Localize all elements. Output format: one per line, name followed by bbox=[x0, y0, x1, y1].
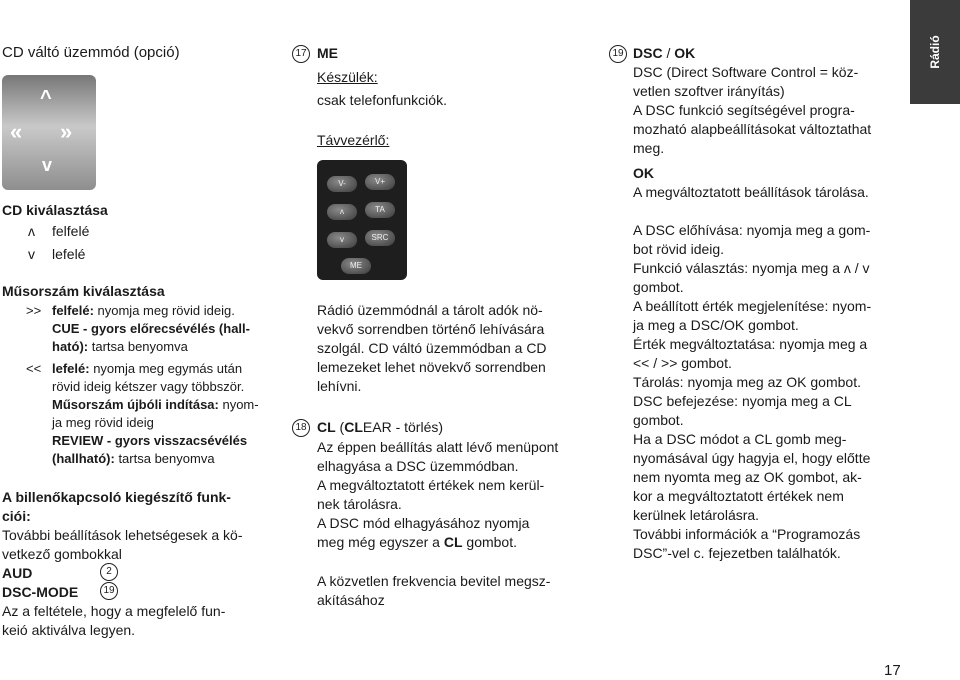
dsc-title: DSC / OK bbox=[633, 45, 696, 61]
cl-title: CL (CLEAR - törlés) bbox=[317, 419, 444, 435]
up-symbol: ʌ bbox=[28, 223, 35, 239]
dsc-step-8: << / >> gombot. bbox=[633, 355, 732, 371]
restart-text-2: ja meg rövid ideig bbox=[52, 415, 154, 430]
remote-me-key: ME bbox=[341, 258, 371, 274]
final-text-2: keió aktiválva legyen. bbox=[2, 622, 136, 638]
remote-label: Távvezérlő: bbox=[317, 132, 390, 148]
up-label: felfelé bbox=[52, 223, 90, 239]
dsc-step-13: nyomásával úgy hagyja el, hogy előtte bbox=[633, 450, 871, 466]
cl-text-4: nek tárolásra. bbox=[317, 496, 402, 512]
radio-text-2: vekvő sorrendben történő lehívására bbox=[317, 321, 545, 337]
control-pad-image bbox=[2, 75, 96, 190]
dsc-step-2: bot rövid ideig. bbox=[633, 241, 725, 257]
ff-symbol: >> bbox=[26, 303, 42, 318]
review-text-2: (hallható): tartsa benyomva bbox=[52, 451, 215, 466]
dsc-step-10: DSC befejezése: nyomja meg a CL bbox=[633, 393, 852, 409]
ok-text: A megváltoztatott beállítások tárolása. bbox=[633, 184, 869, 200]
aud-label: AUD bbox=[2, 565, 33, 581]
down-label: lefelé bbox=[52, 246, 86, 262]
dsc-line-1: vetlen szoftver irányítás) bbox=[633, 83, 785, 99]
remote-down-key: v bbox=[327, 232, 357, 248]
cl-text-6: meg még egyszer a CL gombot. bbox=[317, 534, 517, 550]
freq-text-2: akításához bbox=[317, 592, 385, 608]
pad-next-icon: » bbox=[60, 119, 73, 144]
cue-text: CUE - gyors előrecsévélés (hall- bbox=[52, 321, 250, 336]
dsc-step-1: A DSC előhívása: nyomja meg a gom- bbox=[633, 222, 871, 238]
final-text: Az a feltétele, hogy a megfelelő fun- bbox=[2, 603, 226, 619]
remote-vminus-key: V- bbox=[327, 176, 357, 192]
remote-src-key: SRC bbox=[365, 230, 395, 246]
rw-text: lefelé: nyomja meg egymás után bbox=[52, 361, 243, 376]
page-number: 17 bbox=[884, 662, 901, 679]
cd-select-title: CD kiválasztása bbox=[2, 202, 108, 218]
me-title: ME bbox=[317, 45, 338, 61]
cl-text-3: A megváltoztatott értékek nem kerül- bbox=[317, 477, 545, 493]
remote-ta-key: TA bbox=[365, 202, 395, 218]
dsc-line-4: meg. bbox=[633, 140, 665, 156]
restart-text: Műsorszám újbóli indítása: nyom- bbox=[52, 397, 259, 412]
section-tab-label: Rádió bbox=[928, 35, 942, 69]
cl-text-5: A DSC mód elhagyásához nyomja bbox=[317, 515, 530, 531]
dscmode-ref-badge: 19 bbox=[100, 582, 122, 600]
dsc-step-17: További információk a “Programozás bbox=[633, 526, 861, 542]
cl-text-2: elhagyása a DSC üzemmódban. bbox=[317, 458, 519, 474]
dsc-step-16: kerülnek letárolásra. bbox=[633, 507, 760, 523]
dsc-step-9: Tárolás: nyomja meg az OK gombot. bbox=[633, 374, 861, 390]
device-label: Készülék: bbox=[317, 69, 378, 85]
ok-title: OK bbox=[633, 165, 654, 181]
section-tab-radio bbox=[910, 0, 960, 104]
switch-text-2: vetkező gombokkal bbox=[2, 546, 122, 562]
switch-title-2: ciói: bbox=[2, 508, 31, 524]
radio-text-4: lemezeket lehet növekvő sorrendben bbox=[317, 359, 546, 375]
dsc-step-11: gombot. bbox=[633, 412, 684, 428]
dsc-step-5: A beállított érték megjelenítése: nyom- bbox=[633, 298, 872, 314]
dsc-step-18: DSC”-vel c. fejezetben találhatók. bbox=[633, 545, 841, 561]
cue-text-2: ható): tartsa benyomva bbox=[52, 339, 188, 354]
dsc-ref-badge: 19 bbox=[609, 45, 631, 63]
freq-text-1: A közvetlen frekvencia bevitel megsz- bbox=[317, 573, 551, 589]
page-heading: CD váltó üzemmód (opció) bbox=[2, 44, 180, 61]
dsc-definition: DSC (Direct Software Control = köz- bbox=[633, 64, 859, 80]
pad-prev-icon: « bbox=[10, 119, 23, 144]
down-symbol: v bbox=[28, 246, 35, 262]
dsc-step-14: nem nyomta meg az OK gombot, ak- bbox=[633, 469, 862, 485]
rw-symbol: << bbox=[26, 361, 42, 376]
dsc-step-6: ja meg a DSC/OK gombot. bbox=[633, 317, 799, 333]
me-ref-badge: 17 bbox=[292, 45, 314, 63]
device-text: csak telefonfunkciók. bbox=[317, 92, 447, 108]
remote-vplus-key: V+ bbox=[365, 174, 395, 190]
cl-text-1: Az éppen beállítás alatt lévő menüpont bbox=[317, 439, 559, 455]
review-text: REVIEW - gyors visszacsévélés bbox=[52, 433, 248, 448]
aud-ref-badge: 2 bbox=[100, 563, 122, 581]
radio-text-1: Rádió üzemmódnál a tárolt adók nö- bbox=[317, 302, 543, 318]
pad-down-icon: v bbox=[42, 155, 53, 175]
pad-up-icon: ^ bbox=[40, 87, 52, 109]
dsc-step-4: gombot. bbox=[633, 279, 684, 295]
rw-text-2: rövid ideig kétszer vagy többször. bbox=[52, 379, 245, 394]
dsc-line-2: A DSC funkció segítségével progra- bbox=[633, 102, 855, 118]
radio-text-5: lehívni. bbox=[317, 378, 362, 394]
dsc-step-7: Érték megváltoztatása: nyomja meg a bbox=[633, 336, 868, 352]
dsc-step-15: kor a megváltoztatott értékek nem bbox=[633, 488, 844, 504]
remote-up-key: ʌ bbox=[327, 204, 357, 220]
dsc-step-3: Funkció választás: nyomja meg a ʌ / v bbox=[633, 260, 870, 276]
switch-title: A billenőkapcsoló kiegészítő funk- bbox=[2, 489, 231, 505]
radio-text-3: szolgál. CD váltó üzemmódban a CD bbox=[317, 340, 547, 356]
remote-control-image bbox=[317, 160, 407, 280]
track-select-title: Műsorszám kiválasztása bbox=[2, 283, 165, 299]
cl-ref-badge: 18 bbox=[292, 419, 314, 437]
dscmode-label: DSC-MODE bbox=[2, 584, 79, 600]
dsc-line-3: mozható alapbeállításokat változtathat bbox=[633, 121, 872, 137]
ff-text: felfelé: nyomja meg rövid ideig. bbox=[52, 303, 235, 318]
switch-text: További beállítások lehetségesek a kö- bbox=[2, 527, 243, 543]
dsc-step-12: Ha a DSC módot a CL gomb meg- bbox=[633, 431, 847, 447]
